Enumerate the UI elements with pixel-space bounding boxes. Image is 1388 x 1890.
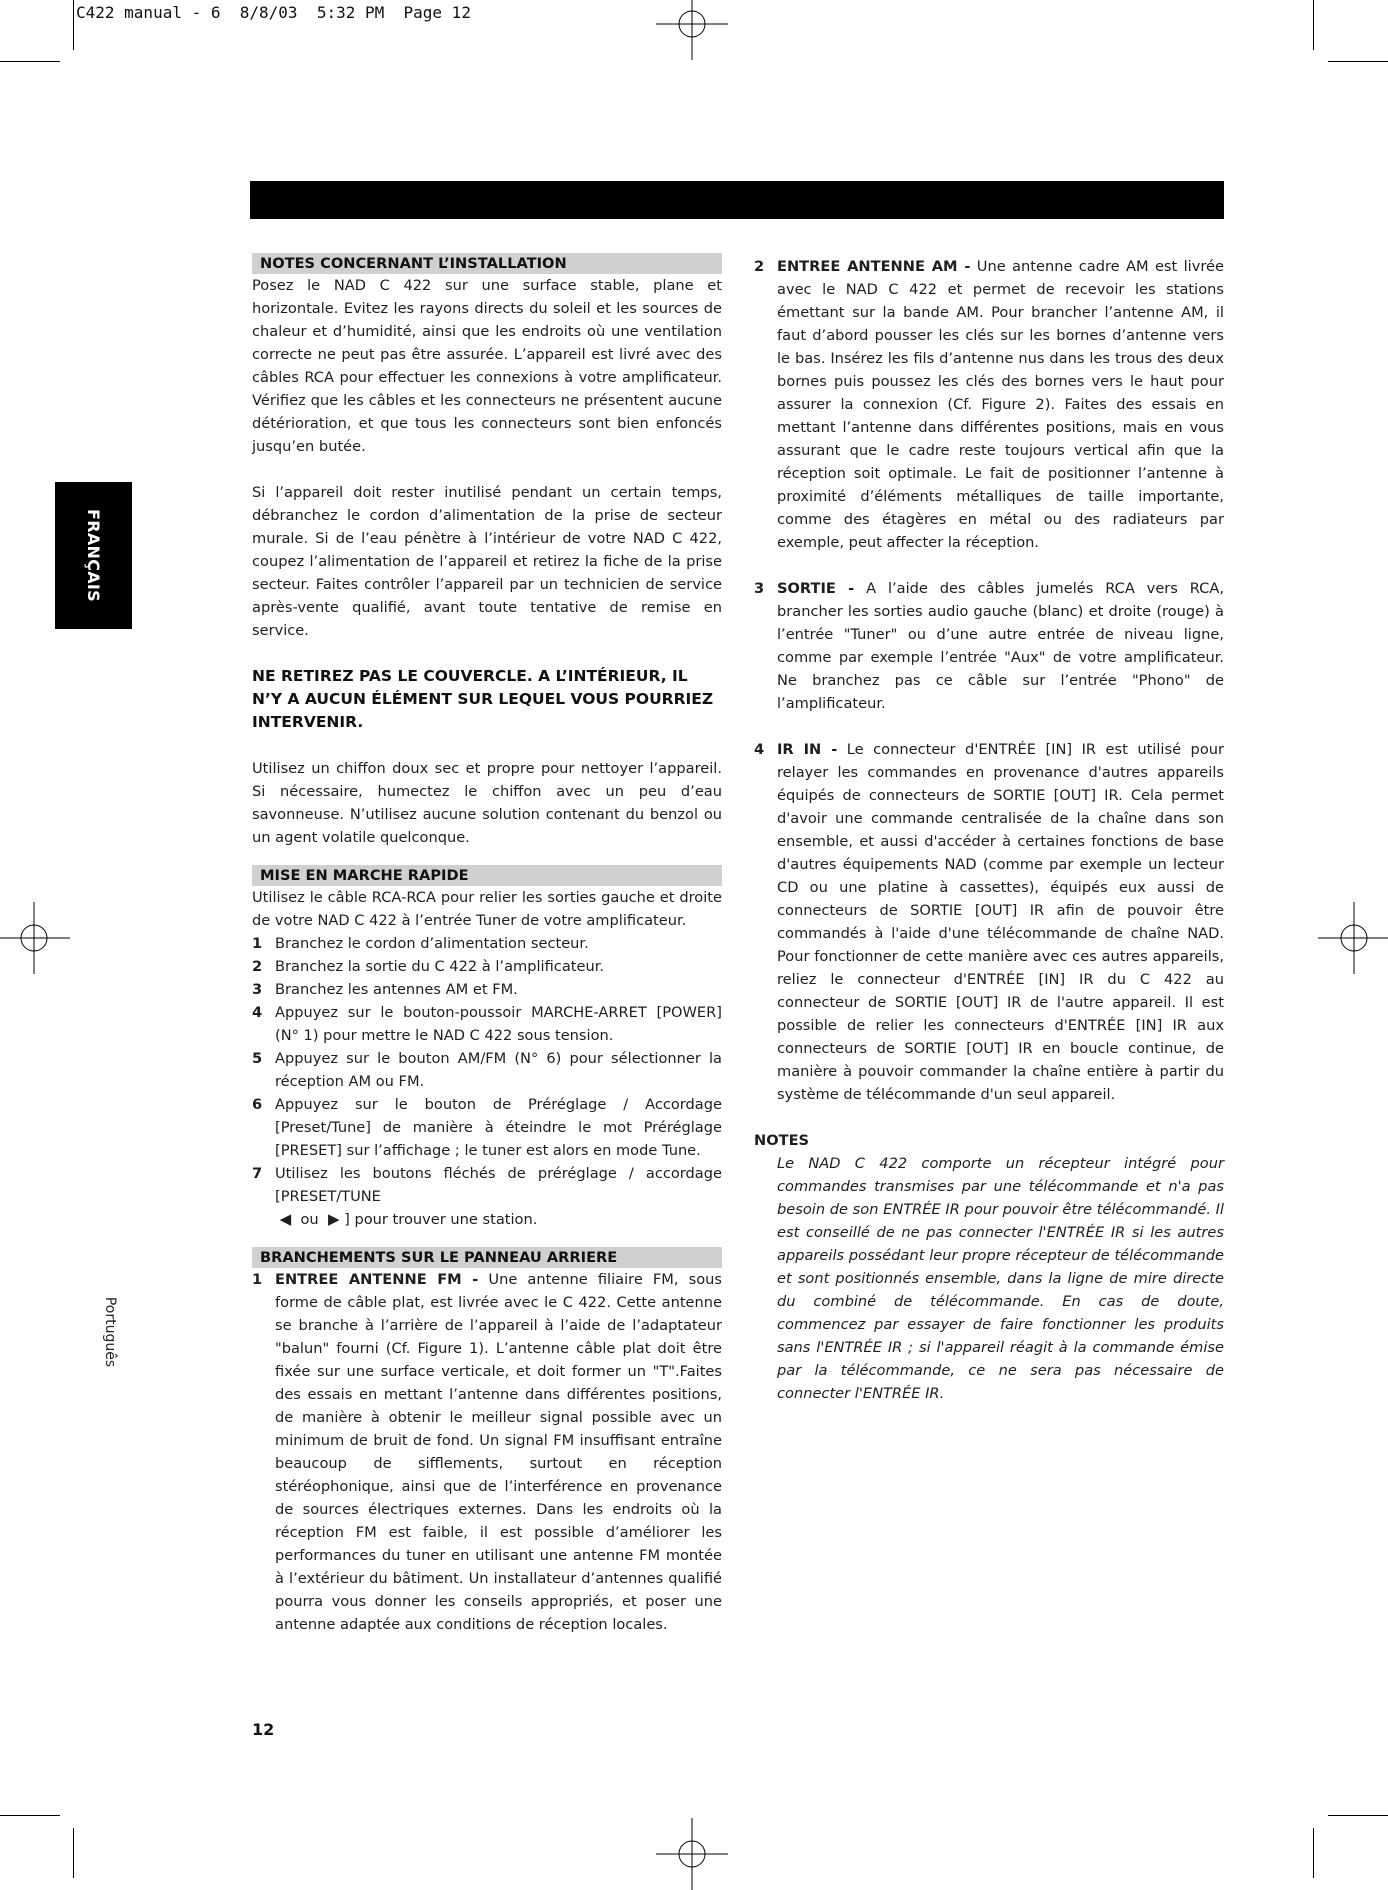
- step-text: Appuyez sur le bouton-poussoir MARCHE-ARRET [POWER] (N° 1) pour mettre le NAD C 422 sous tension.: [275, 1004, 722, 1044]
- quick-start-intro: Utilisez le câble RCA-RCA pour relier les sorties gauche et droite de votre NAD C 422 à l’entrée Tuner de votre amplificateur.: [252, 889, 722, 929]
- side-language-label: [82, 1286, 138, 1378]
- installation-paragraph: Si l’appareil doit rester inutilisé pendant un certain temps, débranchez le cordon d’alimentation de la prise de secteur murale. Si de l’eau pénètre à l’intérieur de votre NAD C 422, coupez l’alimentation de l’appareil et retirez la fiche de la prise secteur. Faites contrôler l’appareil par un technicien de service après-vente qualifié, avant toute tentative de remise en service.: [252, 484, 722, 639]
- quick-start-step: [252, 955, 722, 978]
- step-text-part: ] pour trouver une station.: [344, 1211, 538, 1228]
- language-tab: [55, 482, 132, 629]
- step-text: Branchez les antennes AM et FM.: [275, 981, 518, 998]
- crop-mark-bottom-left-v: [73, 1828, 74, 1878]
- item-text: [777, 577, 1224, 715]
- item-text: [777, 738, 1224, 1106]
- step-text-or: ou: [300, 1211, 319, 1228]
- step-number: 2: [252, 958, 263, 975]
- item-number: 1: [252, 1271, 263, 1288]
- step-number: 6: [252, 1096, 263, 1113]
- registration-mark-right-icon: [1318, 902, 1388, 974]
- item-text: [777, 255, 1224, 554]
- item-body: A l’aide des câbles jumelés RCA vers RCA, brancher les sorties audio gauche (blanc) et droite (rouge) à l’entrée "Tuner" ou d’une autre entrée de niveau ligne, comme par exemple l’entrée "Aux" de votre amplificateur. Ne branchez pas ce câble sur l’entrée "Phono" de l’amplificateur.: [777, 580, 1224, 712]
- rear-panel-item: [754, 738, 1224, 1106]
- step-text: Appuyez sur le bouton AM/FM (N° 6) pour sélectionner la réception AM ou FM.: [275, 1050, 722, 1090]
- quick-start-step: [252, 1162, 722, 1231]
- print-slug: C422 manual - 6 8/8/03 5:32 PM Page 12: [76, 3, 471, 22]
- quick-start-step: [252, 1093, 722, 1162]
- item-text: [275, 1268, 722, 1636]
- quick-start-steps: [252, 932, 722, 1231]
- item-label: SORTIE -: [777, 580, 855, 597]
- crop-mark-bottom-right-h: [1328, 1815, 1388, 1816]
- crop-mark-bottom-right-v: [1313, 1828, 1314, 1878]
- header-bar: [250, 181, 1224, 219]
- step-number: 7: [252, 1165, 263, 1182]
- quick-start-step: [252, 1047, 722, 1093]
- registration-mark-left-icon: [0, 902, 70, 974]
- step-number: 4: [252, 1004, 263, 1021]
- step-text: Branchez le cordon d’alimentation secteur.: [275, 935, 589, 952]
- installation-paragraph: Posez le NAD C 422 sur une surface stable, plane et horizontale. Evitez les rayons directs du soleil et les sources de chaleur et d’humidité, ainsi que les endroits où une ventilation correcte ne peut pas être assurée. L’appareil est livré avec des câbles RCA pour effectuer les connexions à votre amplificateur. Vérifiez que les câbles et les connecteurs ne présentent aucune détérioration, et que tous les connecteurs sont bien enfoncés jusqu’en butée.: [252, 277, 722, 455]
- item-label: IR IN -: [777, 741, 838, 758]
- installation-heading: NOTES CONCERNANT L’INSTALLATION: [252, 253, 722, 274]
- notes-text: Le NAD C 422 comporte un récepteur intégré pour commandes transmises par une télécommande et n'a pas besoin de son ENTRÉE IR pour pouvoir être télécommandé. Il est conseillé de ne pas connecter l'ENTRÉE IR si les autres appareils possédant leur propre récepteur de télécommande et sont positionnés ensemble, dans la ligne de mire directe du combiné de télécommande. En cas de doute, commencez par essayer de faire fonctionner les produits sans l'ENTRÉE IR ; si l'appareil réagit à la commande émise par la télécommande, ce ne sera pas nécessaire de connecter l'ENTRÉE IR.: [777, 1155, 1224, 1402]
- quick-start-step: [252, 978, 722, 1001]
- language-tab-label: FRANÇAIS: [84, 508, 103, 603]
- rear-panel-items: [754, 255, 1224, 1106]
- registration-mark-top-icon: [656, 0, 728, 60]
- step-text-part: Utilisez les boutons fléchés de préréglage / accordage [PRESET/TUNE: [275, 1165, 722, 1205]
- spacer: [754, 715, 1224, 738]
- arrow-left-icon: ◀: [279, 1210, 292, 1228]
- rear-panel-items: [252, 1268, 722, 1636]
- quick-start-heading: MISE EN MARCHE RAPIDE: [252, 865, 722, 886]
- crop-mark-top-right-h: [1328, 61, 1388, 62]
- rear-panel-item: [252, 1268, 722, 1636]
- step-number: 1: [252, 935, 263, 952]
- quick-start-step: [252, 932, 722, 955]
- crop-mark-top-right-v: [1313, 0, 1314, 50]
- safety-warning: NE RETIREZ PAS LE COUVERCLE. A L’INTÉRIEUR, IL N’Y A AUCUN ÉLÉMENT SUR LEQUEL VOUS POURRIEZ INTERVENIR.: [252, 667, 714, 731]
- step-number: 3: [252, 981, 263, 998]
- crop-mark-top-left-v: [73, 0, 74, 50]
- right-column: [754, 255, 1224, 1405]
- rear-panel-item: [754, 255, 1224, 554]
- step-number: 5: [252, 1050, 263, 1067]
- spacer: [754, 554, 1224, 577]
- left-column: [252, 253, 722, 1636]
- rear-panel-item: [754, 577, 1224, 715]
- rear-panel-heading: BRANCHEMENTS SUR LE PANNEAU ARRIERE: [252, 1247, 722, 1268]
- arrow-right-icon: ▶: [327, 1210, 340, 1228]
- cleaning-paragraph: Utilisez un chiffon doux sec et propre pour nettoyer l’appareil. Si nécessaire, humectez le chiffon avec un peu d’eau savonneuse. N’utilisez aucune solution contenant du benzol ou un agent volatile quelconque.: [252, 760, 722, 846]
- step-text: Branchez la sortie du C 422 à l’amplificateur.: [275, 958, 605, 975]
- page-number: 12: [252, 1720, 275, 1739]
- crop-mark-top-left-h: [0, 61, 60, 62]
- item-number: 4: [754, 741, 765, 758]
- item-label: ENTREE ANTENNE AM -: [777, 258, 971, 275]
- registration-mark-bottom-icon: [656, 1818, 728, 1890]
- crop-mark-bottom-left-h: [0, 1815, 60, 1816]
- side-language-label-text: Português: [102, 1296, 119, 1368]
- step-text: Appuyez sur le bouton de Préréglage / Accordage [Preset/Tune] de manière à éteindre le mot Préréglage [PRESET] sur l’affichage ; le tuner est alors en mode Tune.: [275, 1096, 722, 1159]
- item-number: 3: [754, 580, 765, 597]
- step-text: [275, 1162, 722, 1231]
- item-label: ENTREE ANTENNE FM -: [275, 1271, 479, 1288]
- notes-title: NOTES: [754, 1132, 810, 1149]
- item-body: Le connecteur d'ENTRÉE [IN] IR est utilisé pour relayer les commandes en provenance d'autres appareils équipés de connecteurs de SORTIE [OUT] IR. Cela permet d'avoir une commande centralisée de la chaîne dans son ensemble, et aussi d'accéder à certaines fonctions de base d'autres équipements NAD (comme par exemple un lecteur CD ou une platine à cassettes), équipés eux aussi de connecteurs de SORTIE [OUT] IR afin de pouvoir être commandés à l'aide d'une télécommande de chaîne NAD. Pour fonctionner de cette manière avec ces autres appareils, reliez le connecteur d'ENTRÉE [IN] IR du C 422 au connecteur de SORTIE [OUT] IR de l'autre appareil. Il est possible de relier les connecteurs d'ENTRÉE [IN] IR aux connecteurs de SORTIE [OUT] IR en boucle continue, de manière à pouvoir commander la chaîne entière à partir du système de télécommande d'un seul appareil.: [777, 741, 1225, 1103]
- quick-start-step: [252, 1001, 722, 1047]
- item-body: Une antenne cadre AM est livrée avec le NAD C 422 et permet de recevoir les stations émettant sur la bande AM. Pour brancher l’antenne AM, il faut d’abord pousser les clés sur les bornes d’antenne vers le bas. Insérez les fils d’antenne nus dans les trous des deux bornes puis poussez les clés des bornes vers le haut pour assurer la connexion (Cf. Figure 2). Faites des essais en mettant l’antenne dans différentes positions, mais en vous assurant que le cadre reste toujours vertical afin que la réception soit optimale. Le fait de positionner l’antenne à proximité d’éléments métalliques de taille importante, comme des étagères en métal ou des radiateurs par exemple, peut affecter la réception.: [777, 258, 1224, 551]
- item-body: Une antenne filiaire FM, sous forme de câble plat, est livrée avec le C 422. Cette antenne se branche à l’arrière de l’appareil à l’aide de l’adaptateur "balun" fourni (Cf. Figure 1). L’antenne câble plat doit être fixée sur une surface verticale, et doit former un "T".Faites des essais en mettant l’antenne dans différentes positions, de manière à obtenir le meilleur signal possible avec un minimum de bruit de fond. Un signal FM insuffisant entraîne beaucoup de sifflements, surtout en réception stéréophonique, ainsi que de l’interférence en provenance de sources électriques externes. Dans les endroits où la réception FM est faible, il est possible d’améliorer les performances du tuner en utilisant une antenne FM montée à l’extérieur du bâtiment. Un installateur d’antennes qualifié pourra vous donner les conseils appropriés, et poser une antenne adaptée aux conditions de réception locales.: [275, 1271, 722, 1633]
- item-number: 2: [754, 258, 765, 275]
